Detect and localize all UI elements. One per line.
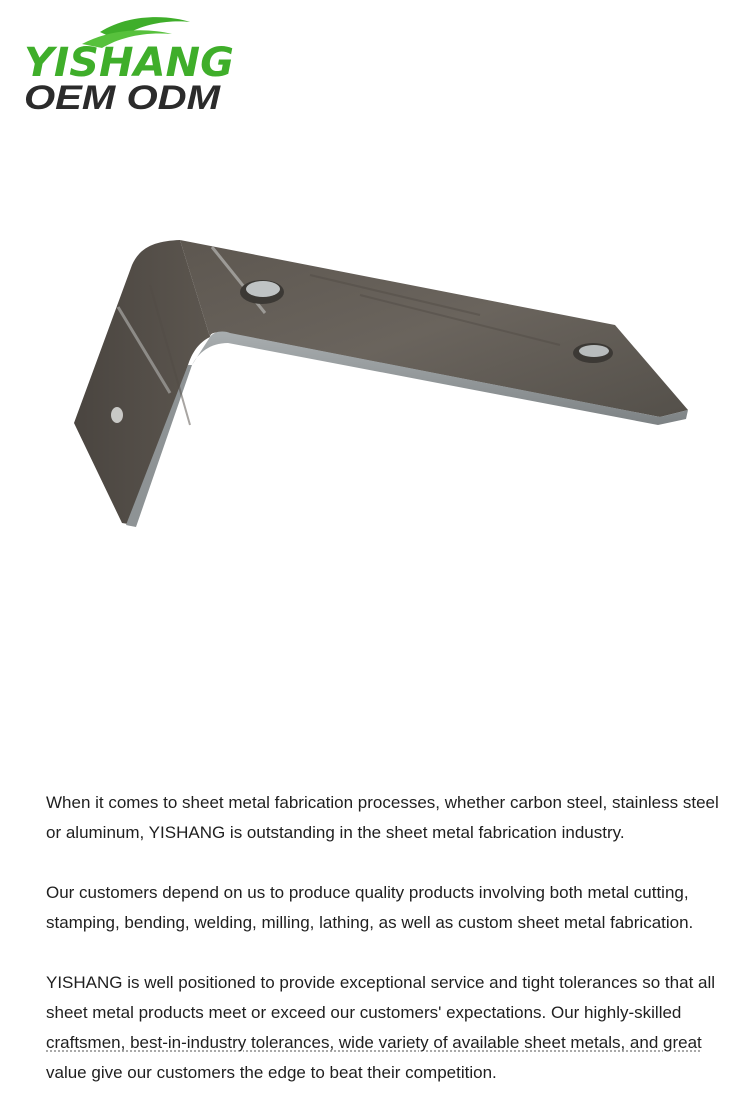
paragraph-line: craftsmen, best-in-industry tolerances, wide variety of available sheet metals, and great — [46, 1033, 702, 1052]
description-text — [46, 788, 750, 1118]
paragraph-line: value give our customers the edge to beat their competition. — [46, 1063, 497, 1082]
paragraph-positioning — [46, 968, 750, 1088]
product-image — [60, 225, 700, 545]
paragraph-line: YISHANG is well positioned to provide exceptional service and tight tolerances so that all — [46, 973, 716, 992]
brand-tagline: OEM ODM — [24, 79, 221, 114]
paragraph-services — [46, 878, 750, 938]
bent-steel-bracket-icon — [60, 225, 700, 545]
paragraph-intro — [46, 788, 750, 848]
brand-wordmark: YISHANG — [24, 40, 235, 86]
paragraph-line: or aluminum, YISHANG is outstanding in the sheet metal fabrication industry. — [46, 823, 625, 842]
paragraph-line: Our customers depend on us to produce quality products involving both metal cutting, — [46, 883, 689, 902]
bracket-horizontal-arm — [180, 240, 688, 417]
paragraph-line: When it comes to sheet metal fabrication processes, whether carbon steel, stainless steel — [46, 793, 719, 812]
paragraph-line: sheet metal products meet or exceed our customers' expectations. Our highly-skilled — [46, 1003, 682, 1022]
paragraph-line: stamping, bending, welding, milling, lathing, as well as custom sheet metal fabrication. — [46, 913, 694, 932]
stud-fastener-icon — [111, 407, 123, 423]
mounting-hole-left-inner — [246, 281, 280, 297]
yishang-logo-mark — [22, 14, 237, 114]
mounting-hole-right-inner — [579, 345, 609, 357]
company-logo — [22, 14, 237, 114]
bracket-vertical-leg — [74, 240, 210, 525]
